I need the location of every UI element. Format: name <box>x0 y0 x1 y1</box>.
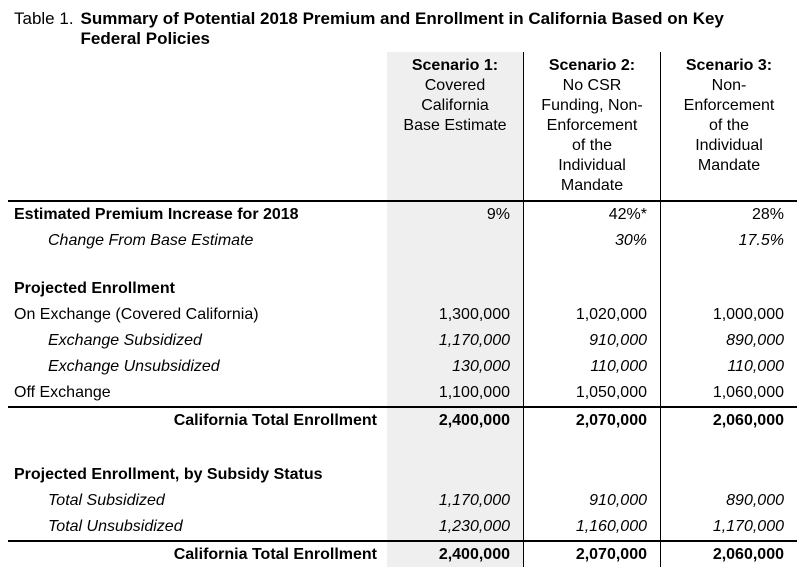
column-header-subtitle-line: of the <box>708 117 750 134</box>
column-header-subtitle-line: Funding, Non- <box>541 97 643 114</box>
cell-value-scenario-2: 2,070,000 <box>523 542 660 567</box>
column-header-subtitle-line: Enforcement <box>683 97 775 114</box>
cell-value-scenario-3: 1,170,000 <box>660 514 797 540</box>
table-row <box>8 488 797 514</box>
row-label: Exchange Unsubsidized <box>48 358 220 375</box>
cell-value-scenario-2: 110,000 <box>523 354 660 380</box>
cell-value-scenario-3 <box>660 434 797 462</box>
column-header-subtitle-line: Enforcement <box>546 117 638 134</box>
section-header-row <box>8 462 797 488</box>
cell-value-scenario-2: 42%* <box>523 202 660 228</box>
row-label <box>8 434 387 462</box>
cell-value-scenario-2 <box>523 434 660 462</box>
row-label: Change From Base Estimate <box>48 232 254 249</box>
column-header-subtitle-line: Base Estimate <box>403 117 507 134</box>
cell-value-scenario-2: 30% <box>523 228 660 254</box>
cell-value-scenario-1 <box>387 228 523 254</box>
table-title <box>0 0 810 49</box>
column-header-scenario-1 <box>387 52 523 200</box>
column-header-title: Scenario 2: <box>548 57 636 74</box>
cell-value-scenario-1: 1,300,000 <box>387 302 523 328</box>
column-header-scenario-2 <box>523 52 660 200</box>
row-label: Projected Enrollment, by Subsidy Status <box>14 466 323 483</box>
row-label: Total Unsubsidized <box>48 518 183 535</box>
cell-value-scenario-3 <box>660 462 797 488</box>
table-row <box>8 302 797 328</box>
cell-value-scenario-1: 2,400,000 <box>387 408 523 434</box>
column-header-subtitle-line: Covered <box>424 77 486 94</box>
table-title-line2: Federal Policies <box>80 29 210 48</box>
column-header-subtitle-line: of the <box>571 137 613 154</box>
cell-value-scenario-1: 1,230,000 <box>387 514 523 540</box>
table-row <box>8 202 797 228</box>
column-header-title: Scenario 3: <box>685 57 773 74</box>
cell-value-scenario-3: 1,000,000 <box>660 302 797 328</box>
row-label: California Total Enrollment <box>173 546 377 563</box>
cell-value-scenario-3: 28% <box>660 202 797 228</box>
cell-value-scenario-1 <box>387 276 523 302</box>
column-header-rowlabels <box>8 52 387 200</box>
column-header-scenario-3 <box>660 52 797 200</box>
row-label: California Total Enrollment <box>173 412 377 429</box>
cell-value-scenario-3: 1,060,000 <box>660 380 797 406</box>
row-label <box>8 254 387 276</box>
table-row <box>8 514 797 540</box>
cell-value-scenario-2: 2,070,000 <box>523 408 660 434</box>
cell-value-scenario-1: 1,170,000 <box>387 488 523 514</box>
cell-value-scenario-2 <box>523 276 660 302</box>
cell-value-scenario-1: 1,100,000 <box>387 380 523 406</box>
section-header-row <box>8 276 797 302</box>
total-row <box>8 406 797 434</box>
spacer-row <box>8 434 797 462</box>
column-header-subtitle-line: Mandate <box>697 157 761 174</box>
cell-value-scenario-3: 2,060,000 <box>660 542 797 567</box>
table-row <box>8 228 797 254</box>
total-row <box>8 540 797 567</box>
cell-value-scenario-2: 910,000 <box>523 328 660 354</box>
cell-value-scenario-1: 130,000 <box>387 354 523 380</box>
row-label: Off Exchange <box>14 384 111 401</box>
cell-value-scenario-3: 890,000 <box>660 488 797 514</box>
row-label: Exchange Subsidized <box>48 332 202 349</box>
spacer-row <box>8 254 797 276</box>
cell-value-scenario-1: 2,400,000 <box>387 542 523 567</box>
column-header-subtitle-line: Mandate <box>560 177 624 194</box>
cell-value-scenario-3: 890,000 <box>660 328 797 354</box>
table-row <box>8 380 797 406</box>
table-title-text <box>81 9 724 49</box>
cell-value-scenario-3: 17.5% <box>660 228 797 254</box>
cell-value-scenario-3 <box>660 276 797 302</box>
cell-value-scenario-2: 1,050,000 <box>523 380 660 406</box>
table-header-row <box>8 52 797 202</box>
row-label: Projected Enrollment <box>14 280 175 297</box>
cell-value-scenario-1 <box>387 434 523 462</box>
cell-value-scenario-1: 9% <box>387 202 523 228</box>
column-header-subtitle-line: Individual <box>695 137 763 154</box>
column-header-title: Scenario 1: <box>411 57 499 74</box>
table-row <box>8 354 797 380</box>
table-row <box>8 328 797 354</box>
row-label: Estimated Premium Increase for 2018 <box>14 206 299 223</box>
cell-value-scenario-1 <box>387 462 523 488</box>
row-label: Total Subsidized <box>48 492 165 509</box>
cell-value-scenario-3: 110,000 <box>660 354 797 380</box>
column-header-subtitle-line: No CSR <box>562 77 622 94</box>
row-label: On Exchange (Covered California) <box>14 306 259 323</box>
table-title-line1: Summary of Potential 2018 Premium and Enrollment in California Based on Key <box>80 9 724 28</box>
column-header-subtitle-line: California <box>421 97 489 114</box>
column-header-subtitle-line: Non- <box>711 77 747 94</box>
cell-value-scenario-1: 1,170,000 <box>387 328 523 354</box>
cell-value-scenario-3 <box>660 254 797 276</box>
summary-table <box>8 52 797 567</box>
cell-value-scenario-1 <box>387 254 523 276</box>
cell-value-scenario-2: 1,020,000 <box>523 302 660 328</box>
column-header-subtitle-line: Individual <box>558 157 626 174</box>
cell-value-scenario-2 <box>523 254 660 276</box>
cell-value-scenario-2: 1,160,000 <box>523 514 660 540</box>
cell-value-scenario-3: 2,060,000 <box>660 408 797 434</box>
table-number: Table 1. <box>14 9 74 28</box>
cell-value-scenario-2 <box>523 462 660 488</box>
cell-value-scenario-2: 910,000 <box>523 488 660 514</box>
